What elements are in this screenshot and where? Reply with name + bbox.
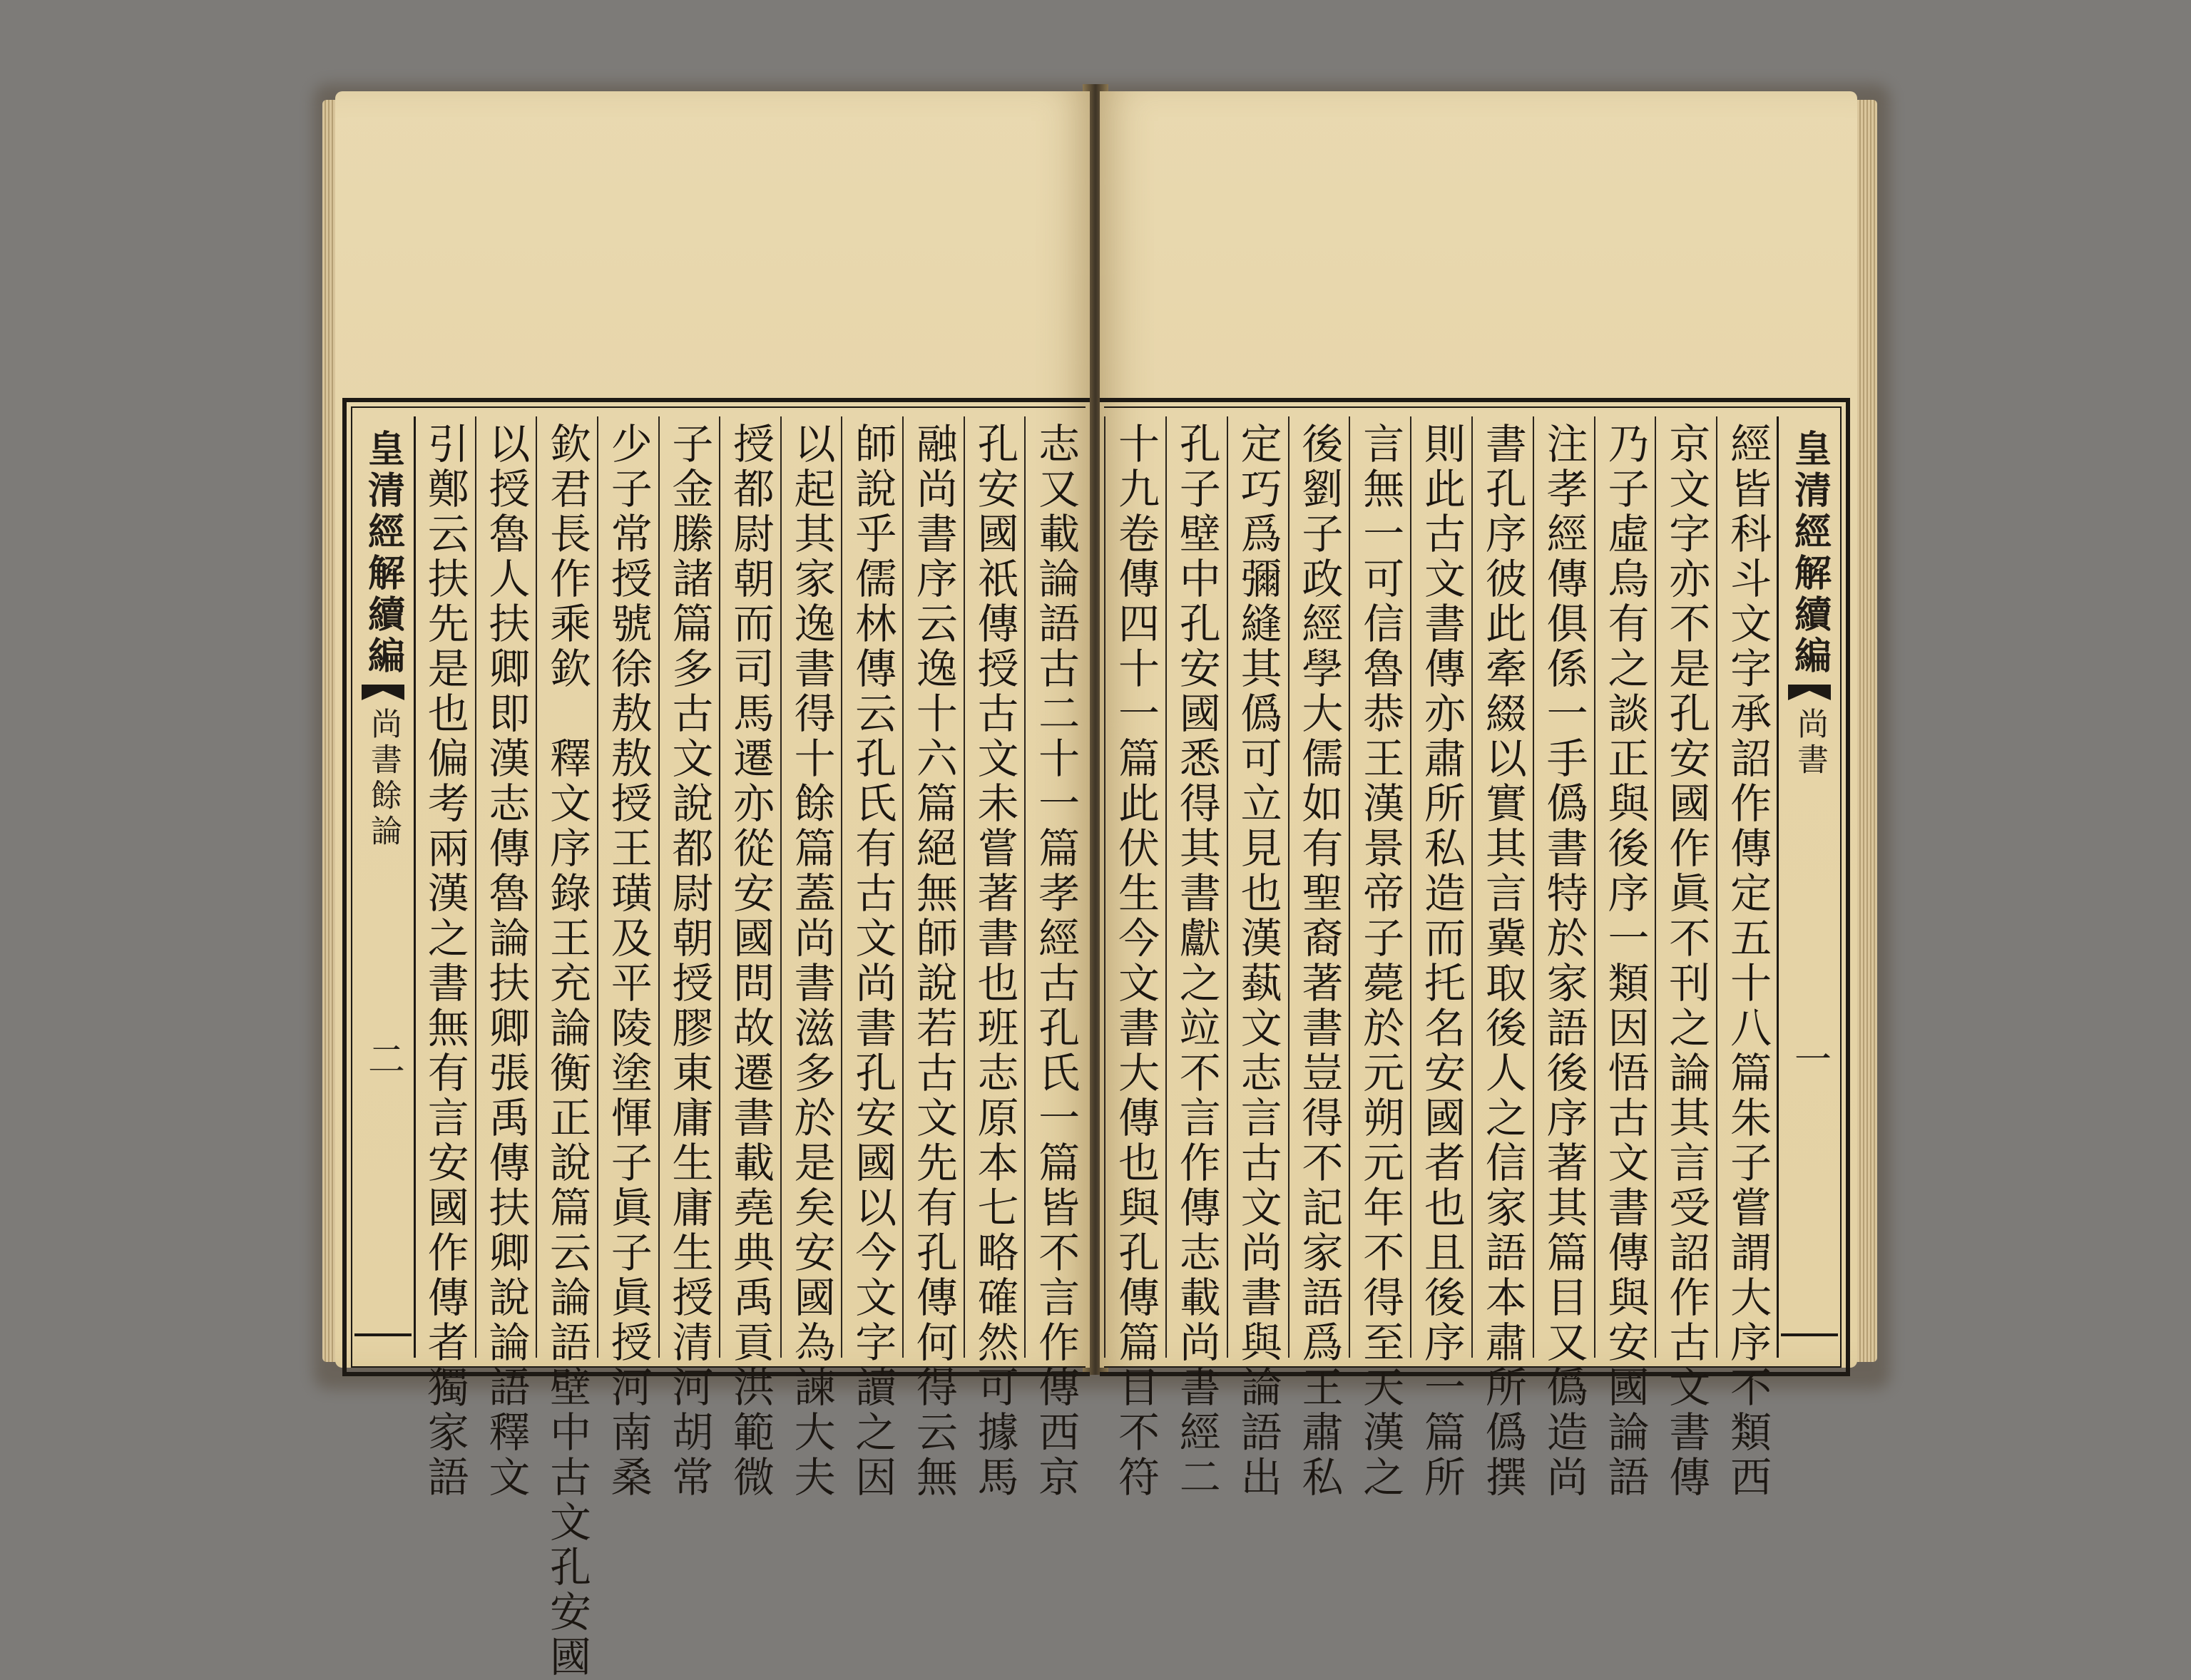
left-margin-title: 皇清經解續編 — [361, 429, 405, 677]
text-column: 以起其家逸書得十餘篇蓋尚書滋多於是矣安國為諫大夫 — [787, 422, 836, 1500]
left-margin-section: 尚書餘論 — [365, 707, 402, 850]
text-column: 融尚書序云逸十六篇絕無師說若古文先有孔傳何得云無 — [909, 422, 958, 1500]
left-page-frame — [342, 398, 1090, 1680]
text-column: 子金縢諸篇多古文說都尉朝授膠東庸生庸生授清河胡常 — [665, 422, 714, 1500]
text-column: 京文字亦不是孔安國作眞不刊之論其言受詔作古文書傳 — [1662, 422, 1711, 1500]
text-column: 欽君長作乘欽 釋文序錄王充論衡正說篇云論語壁中古文孔安國 — [543, 422, 592, 1680]
fish-tail-mark — [362, 685, 404, 700]
text-column: 則此古文書傳亦肅所私造而托名安國者也且後序一篇所 — [1417, 422, 1466, 1500]
text-column: 孔安國祇傳授古文未嘗著書也班志原本七略確然可據馬 — [970, 422, 1019, 1500]
text-column: 經皆科斗文字承詔作傳定五十八篇朱子嘗謂大序不類西 — [1723, 422, 1772, 1500]
text-column: 定巧爲彌縫其僞可立見也漢蓺文志言古文尚書與論語出 — [1233, 422, 1282, 1500]
right-margin-section: 尚書 — [1792, 707, 1828, 779]
right-page — [1100, 91, 1857, 1500]
text-column: 言無一可信魯恭王漢景帝子薨於元朔元年不得至天漢之 — [1356, 422, 1405, 1500]
text-column: 書孔序彼此牽綴以實其言冀取後人之信家語本肅所僞撰 — [1478, 422, 1527, 1500]
left-page — [335, 91, 1090, 1680]
right-page-margin — [1777, 416, 1840, 1358]
text-column: 十九卷傳四十一篇此伏生今文書大傳也與孔傳篇目不符 — [1110, 422, 1160, 1500]
right-page-frame — [1100, 398, 1850, 1500]
text-column: 志又載論語古二十一篇孝經古孔氏一篇皆不言作傳西京 — [1031, 422, 1081, 1500]
left-page-number: 二 — [361, 1040, 404, 1077]
text-column: 以授魯人扶卿即漢志傳魯論扶卿張禹傳扶卿說論語釋文 — [481, 422, 531, 1500]
text-column: 授都尉朝而司馬遷亦從安國問故遷書載堯典禹貢洪範微 — [725, 422, 775, 1500]
text-column: 孔子壁中孔安國悉得其書獻之竝不言作傳志載尚書經二 — [1172, 422, 1221, 1500]
right-text-columns — [1104, 416, 1777, 1500]
text-column: 乃子虛烏有之談正與後序一類因悟古文書傳與安國論語 — [1600, 422, 1650, 1500]
right-page-number: 一 — [1787, 1040, 1831, 1077]
text-column: 引鄭云扶先是也偏考兩漢之書無有言安國作傳者獨家語 — [420, 422, 469, 1500]
right-margin-title: 皇清經解續編 — [1787, 429, 1832, 677]
text-column: 注孝經傳俱係一手僞書特於家語後序著其篇目又僞造尚 — [1539, 422, 1588, 1500]
left-page-margin — [352, 416, 416, 1358]
text-column: 後劉子政經學大儒如有聖裔著書豈得不記家語爲王肅私 — [1294, 422, 1344, 1500]
fish-tail-mark — [1788, 685, 1831, 700]
text-column: 少子常授號徐敖敖授王璜及平陵塗惲子眞子眞授河南桑 — [603, 422, 653, 1500]
text-column: 師說乎儒林傳云孔氏有古文尚書孔安國以今文字讀之因 — [848, 422, 897, 1500]
left-text-columns — [415, 416, 1086, 1680]
